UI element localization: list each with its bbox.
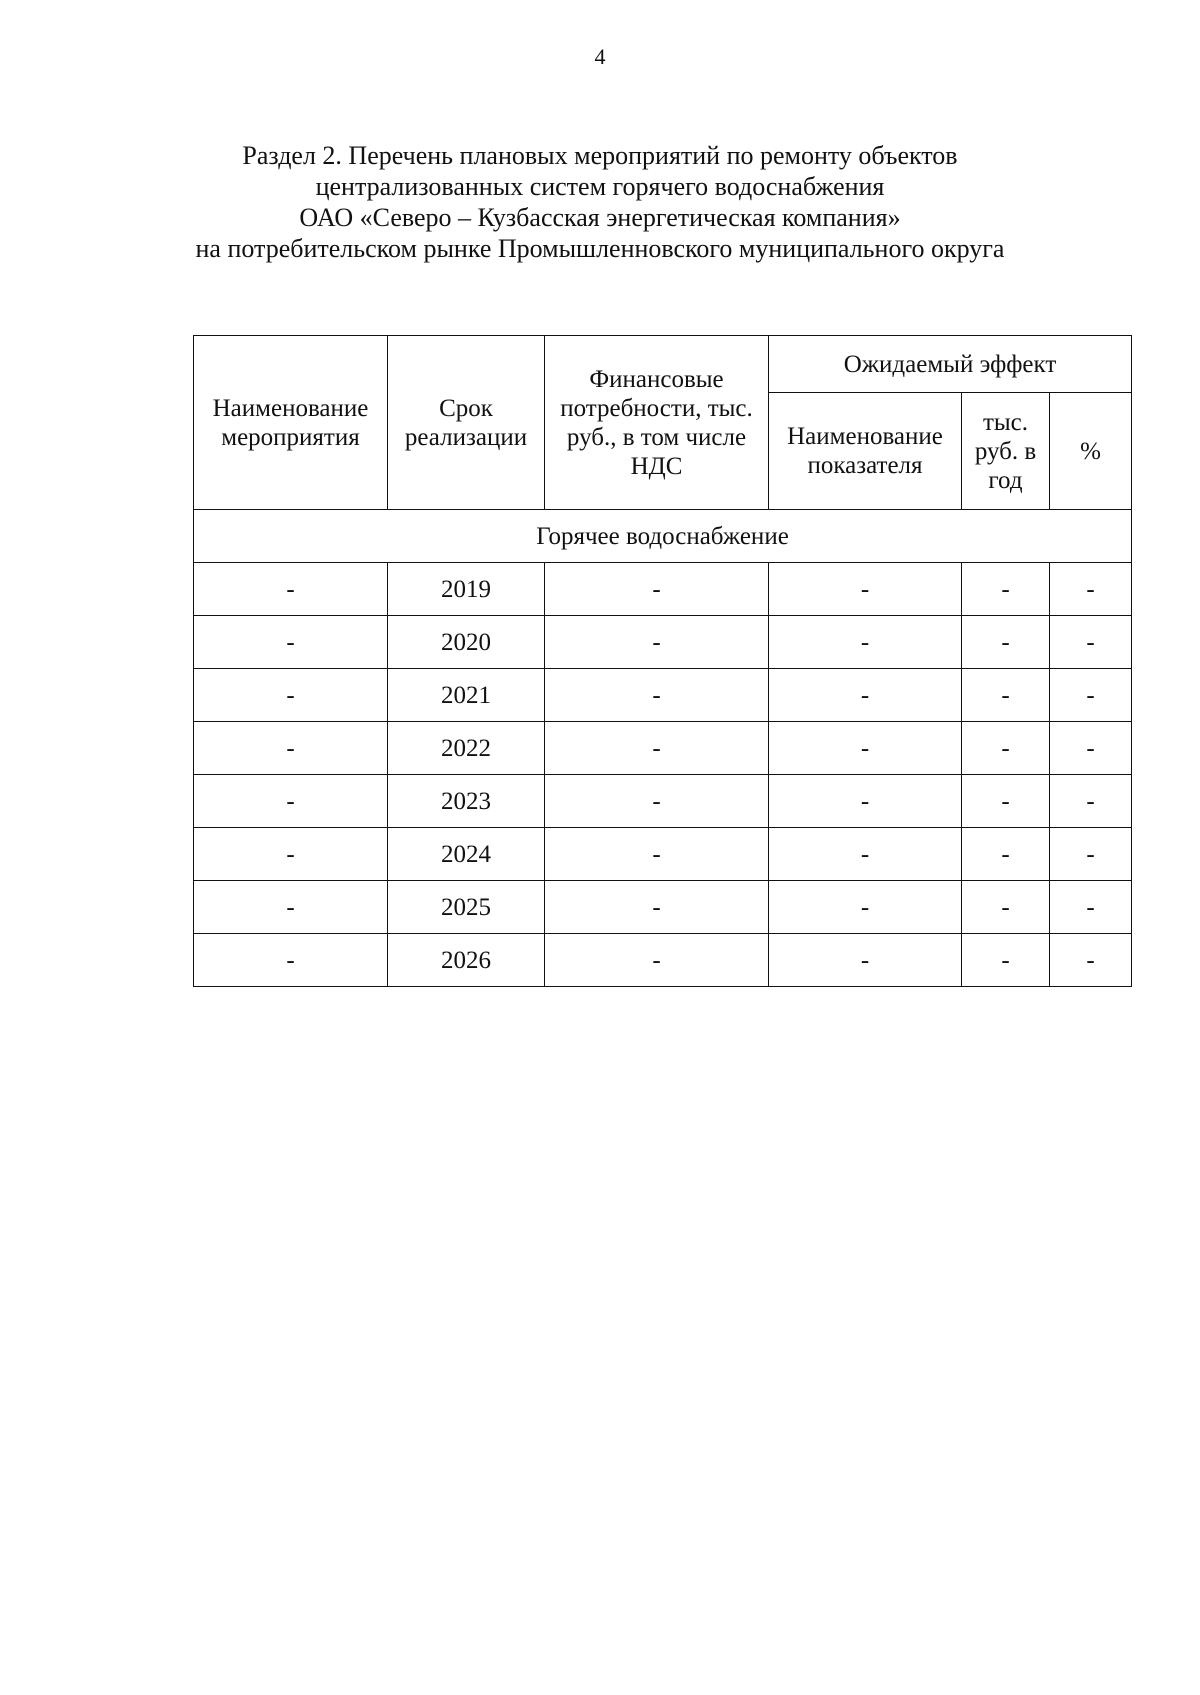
cell-measure: -: [194, 722, 388, 775]
cell-thousand-rub: -: [962, 563, 1050, 616]
cell-period: 2026: [388, 934, 545, 987]
header-measure-name: Наименование мероприятия: [194, 336, 388, 510]
cell-indicator: -: [769, 828, 962, 881]
section-title: Горячее водоснабжение: [194, 510, 1132, 563]
cell-thousand-rub: -: [962, 934, 1050, 987]
cell-thousand-rub: -: [962, 616, 1050, 669]
table-row: [194, 722, 1132, 775]
cell-period: 2020: [388, 616, 545, 669]
header-financial-needs: Финансовые потребности, тыс. руб., в том числе НДС: [545, 336, 769, 510]
heading-line: Раздел 2. Перечень плановых мероприятий по ремонту объектов: [242, 141, 958, 170]
page-number: 4: [594, 44, 606, 69]
cell-period: 2024: [388, 828, 545, 881]
cell-percent: -: [1050, 563, 1132, 616]
cell-thousand-rub: -: [962, 881, 1050, 934]
cell-percent: -: [1050, 616, 1132, 669]
table-row: [194, 934, 1132, 987]
cell-indicator: -: [769, 669, 962, 722]
cell-percent: -: [1050, 669, 1132, 722]
cell-financial: -: [545, 881, 769, 934]
table-row: [194, 616, 1132, 669]
cell-measure: -: [194, 616, 388, 669]
cell-financial: -: [545, 616, 769, 669]
cell-indicator: -: [769, 563, 962, 616]
cell-indicator: -: [769, 722, 962, 775]
table-row: [194, 881, 1132, 934]
cell-thousand-rub: -: [962, 722, 1050, 775]
cell-measure: -: [194, 563, 388, 616]
heading-line: ОАО «Северо – Кузбасская энергетическая компания»: [299, 203, 901, 232]
cell-period: 2025: [388, 881, 545, 934]
cell-thousand-rub: -: [962, 775, 1050, 828]
table-row: [194, 775, 1132, 828]
table-row: [194, 669, 1132, 722]
cell-financial: -: [545, 934, 769, 987]
header-thousand-rub-per-year: тыс. руб. в год: [962, 393, 1050, 510]
document-heading: [100, 140, 1100, 264]
cell-indicator: -: [769, 881, 962, 934]
cell-measure: -: [194, 934, 388, 987]
heading-line: на потребительском рынке Промышленновского муниципального округа: [195, 234, 1005, 263]
cell-percent: -: [1050, 881, 1132, 934]
cell-measure: -: [194, 881, 388, 934]
cell-percent: -: [1050, 934, 1132, 987]
heading-line: централизованных систем горячего водоснабжения: [315, 172, 885, 201]
header-indicator-name: Наименование показателя: [769, 393, 962, 510]
cell-percent: -: [1050, 828, 1132, 881]
header-percent: %: [1050, 393, 1132, 510]
cell-financial: -: [545, 669, 769, 722]
measures-table: [193, 335, 1132, 987]
cell-measure: -: [194, 775, 388, 828]
table-row: [194, 828, 1132, 881]
cell-financial: -: [545, 828, 769, 881]
cell-period: 2022: [388, 722, 545, 775]
cell-percent: -: [1050, 722, 1132, 775]
cell-indicator: -: [769, 934, 962, 987]
table-row: [194, 563, 1132, 616]
cell-financial: -: [545, 722, 769, 775]
cell-measure: -: [194, 828, 388, 881]
header-period: Срок реализации: [388, 336, 545, 510]
cell-financial: -: [545, 775, 769, 828]
cell-percent: -: [1050, 775, 1132, 828]
cell-financial: -: [545, 563, 769, 616]
header-expected-effect: Ожидаемый эффект: [769, 336, 1132, 393]
cell-period: 2021: [388, 669, 545, 722]
cell-measure: -: [194, 669, 388, 722]
cell-indicator: -: [769, 616, 962, 669]
cell-period: 2023: [388, 775, 545, 828]
cell-thousand-rub: -: [962, 669, 1050, 722]
cell-indicator: -: [769, 775, 962, 828]
cell-thousand-rub: -: [962, 828, 1050, 881]
cell-period: 2019: [388, 563, 545, 616]
